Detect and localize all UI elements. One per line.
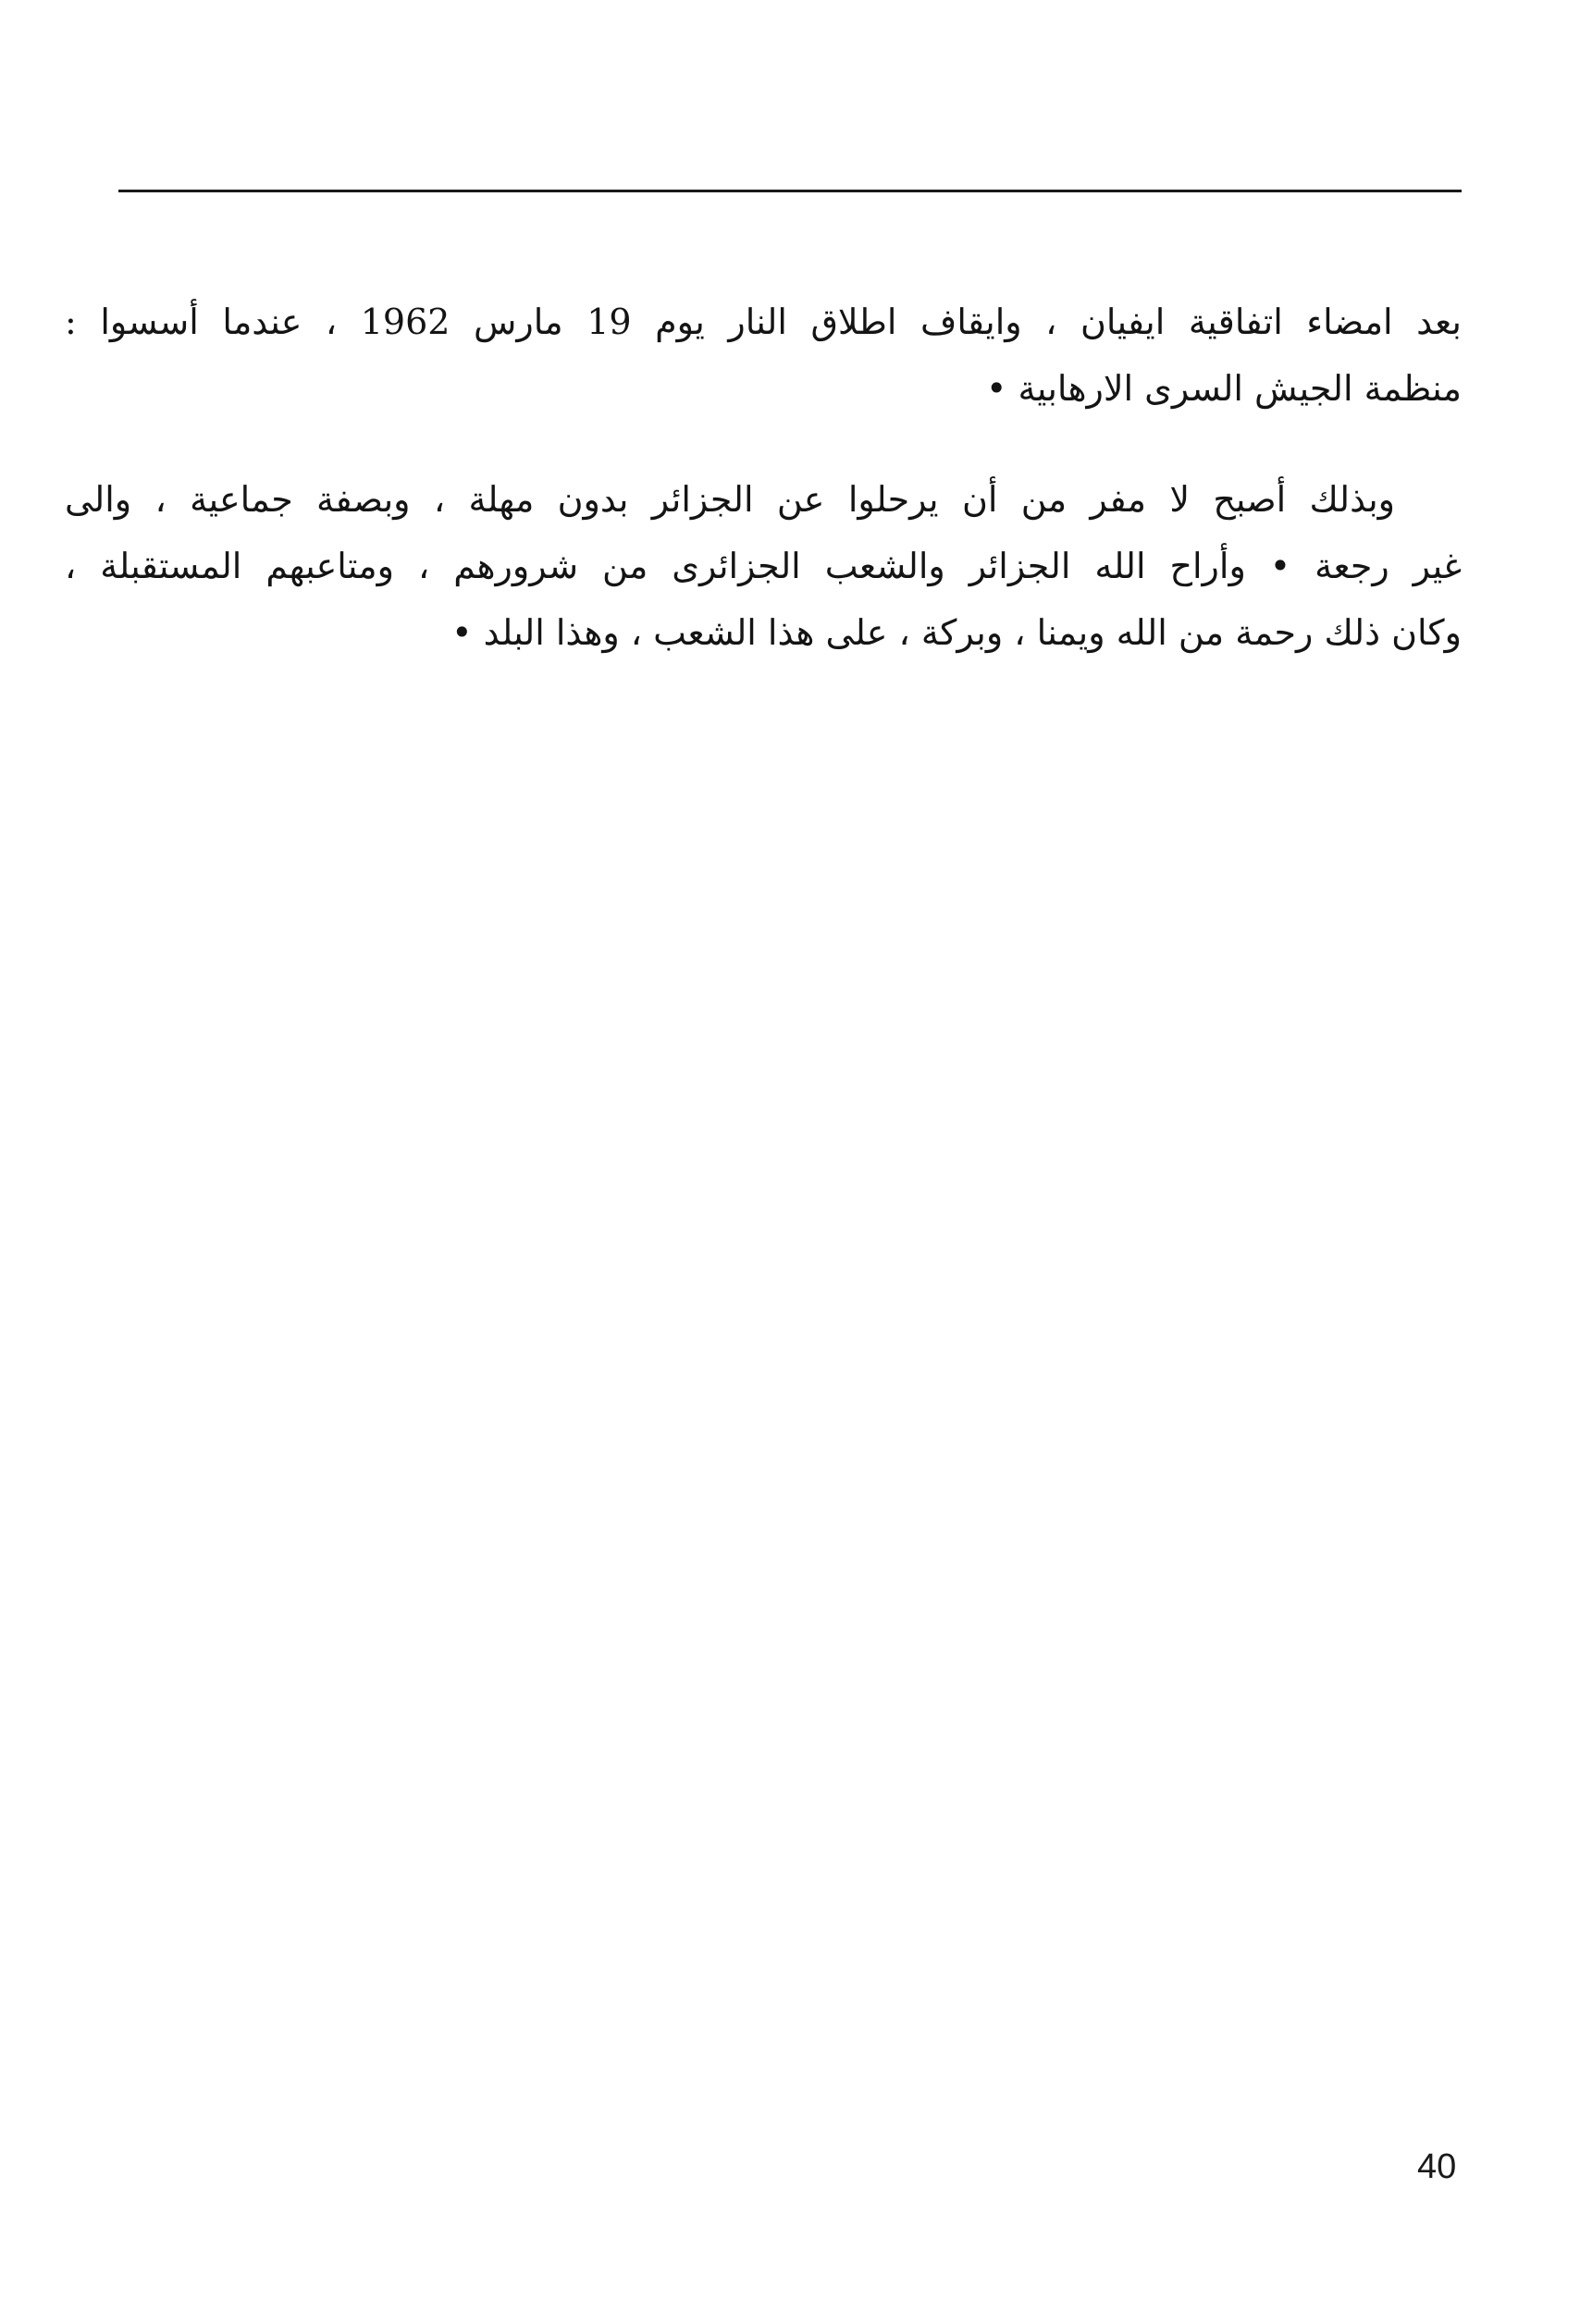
page-body (65, 289, 1462, 666)
text-line: غير رجعة • وأراح الله الجزائر والشعب الجزائرى من شرورهم ، ومتاعبهم المستقبلة ، (65, 546, 1462, 586)
paragraph-2 (65, 466, 1462, 666)
text-line: وكان ذلك رحمة من الله ويمنا ، وبركة ، على هذا الشعب ، وهذا البلد • (451, 612, 1462, 653)
header-rule (118, 190, 1462, 192)
paragraph-1 (65, 289, 1462, 422)
page-number: 40 (1417, 2147, 1457, 2186)
text-line: بعد امضاء اتفاقية ايفيان ، وايقاف اطلاق النار يوم 19 مارس 1962 ، عندما أسسوا : (65, 301, 1462, 342)
text-line: منظمة الجيش السرى الارهابية • (985, 368, 1462, 409)
text-line: وبذلك أصبح لا مفر من أن يرحلوا عن الجزائر بدون مهلة ، وبصفة جماعية ، والى (65, 479, 1395, 520)
